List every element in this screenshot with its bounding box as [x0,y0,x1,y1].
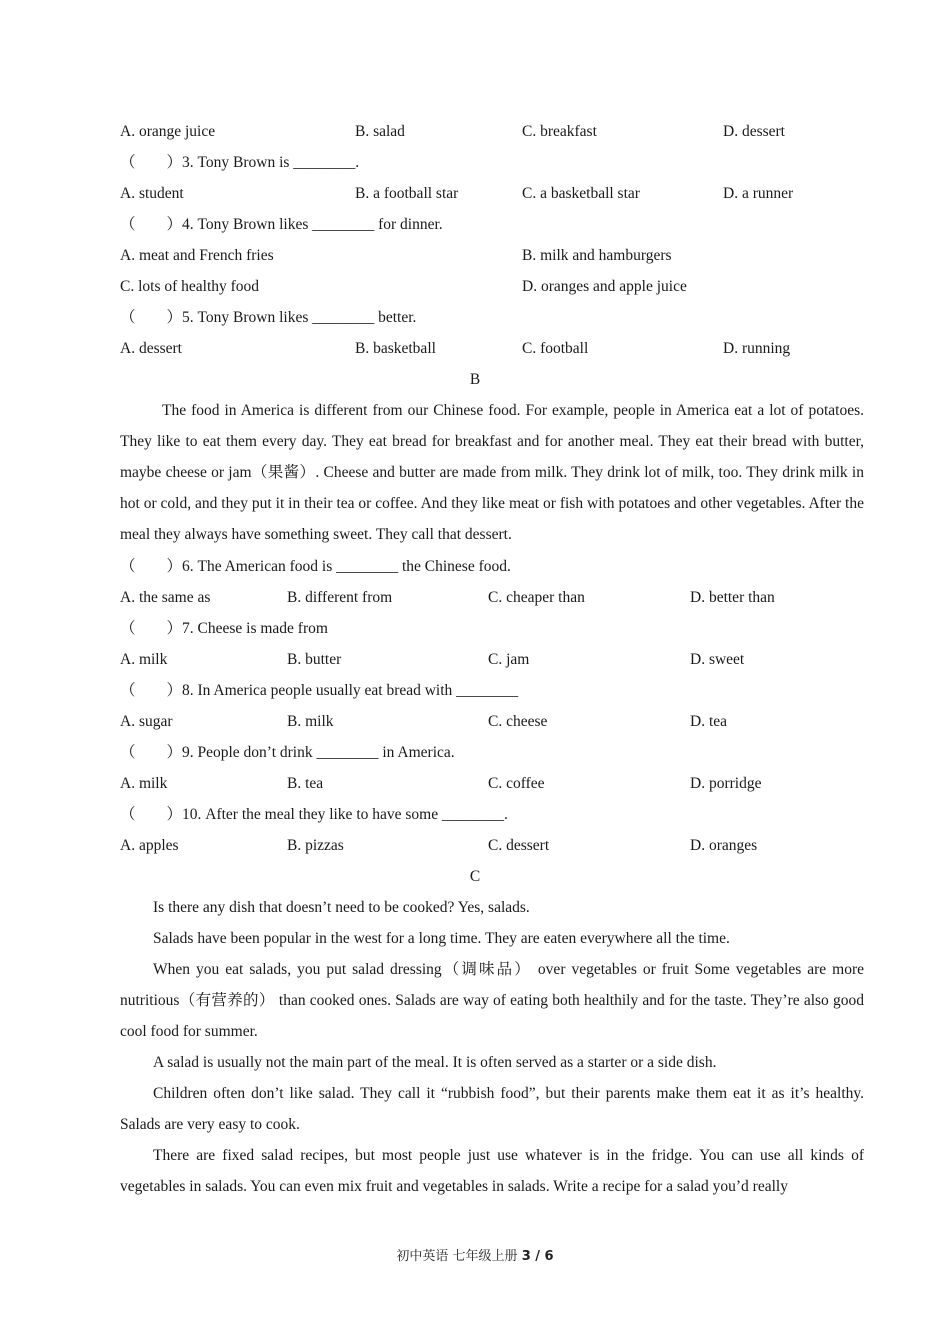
section-b-heading [0,364,950,395]
footer-label: 初中英语 七年级上册 [396,1249,522,1264]
question-3 [0,147,950,178]
q10-option-d: D. oranges [690,837,758,854]
section-c-paragraph-3: When you eat salads, you put salad dressing（调味品） over vegetables or fruit Some vegetables are more nutritious（有营养的） than cooked ones. Salads are way of eating both healthily and for the taste. They’re also good cool food for summer. [120,961,864,1040]
page-number: 3 / 6 [521,1249,554,1264]
q8-option-d: D. tea [690,713,728,730]
q9-option-d: D. porridge [690,775,762,792]
q5-option-d: D. running [723,340,791,357]
q10-options-row [0,830,950,861]
q8-option-c: C. cheese [488,713,548,730]
section-c-paragraph-6: There are fixed salad recipes, but most people just use whatever is in the fridge. You can use all kinds of vegetables in salads. You can even mix fruit and vegetables in salads. Write a recipe for a salad you’d really [120,1147,864,1195]
q5-option-a: A. dessert [120,340,182,357]
q4-option-b: B. milk and hamburgers [522,247,672,264]
q5-option-b: B. basketball [355,340,436,357]
section-b-passage: The food in America is different from our Chinese food. For example, people in America eat a lot of potatoes. They like to eat them every day. They eat bread for breakfast and for another meal. They eat their bread with butter, maybe cheese or jam（果酱）. Cheese and butter are made from milk. They drink lot of milk, too. They drink milk in hot or cold, and they put it in their tea or coffee. And they like meat or fish with potatoes and other vegetables. After the meal they always have something sweet. They call that dessert. [120,402,864,543]
q9-option-b: B. tea [287,775,324,792]
q3-option-a: A. student [120,185,184,202]
section-c-heading [0,861,950,892]
q2-option-a: A. orange juice [120,123,216,140]
question-9-stem: （ ）9. People don’t drink ________ in America. [120,744,455,761]
q4-options-row-1 [0,240,950,271]
q8-option-b: B. milk [287,713,334,730]
section-b-label: B [469,371,481,388]
q6-option-a: A. the same as [120,589,211,606]
question-5 [0,302,950,333]
q7-option-d: D. sweet [690,651,745,668]
q8-options-row [0,706,950,737]
q6-option-b: B. different from [287,589,393,606]
q9-option-a: A. milk [120,775,168,792]
q3-option-d: D. a runner [723,185,794,202]
q2-option-c: C. breakfast [522,123,597,140]
question-9 [0,737,950,768]
q9-options-row [0,768,950,799]
question-10-stem: （ ）10. After the meal they like to have some ________. [120,806,508,823]
q6-option-c: C. cheaper than [488,589,585,606]
section-c-paragraph-2: Salads have been popular in the west for a long time. They are eaten everywhere all the time. [153,930,730,947]
section-c-paragraph-1: Is there any dish that doesn’t need to be cooked? Yes, salads. [153,899,530,916]
q6-options-row [0,582,950,613]
q10-option-b: B. pizzas [287,837,344,854]
q4-option-a: A. meat and French fries [120,247,274,264]
question-6-stem: （ ）6. The American food is ________ the Chinese food. [120,558,511,575]
q2-option-d: D. dessert [723,123,785,140]
q2-option-b: B. salad [355,123,405,140]
question-4-stem: （ ）4. Tony Brown likes ________ for dinner. [120,216,443,233]
section-c-paragraph-4: A salad is usually not the main part of the meal. It is often served as a starter or a side dish. [153,1054,717,1071]
q10-option-c: C. dessert [488,837,550,854]
q8-option-a: A. sugar [120,713,173,730]
q5-option-c: C. football [522,340,589,357]
question-6 [0,551,950,582]
q7-option-b: B. butter [287,651,342,668]
q4-options-row-2 [0,271,950,302]
question-8 [0,675,950,706]
q4-option-d: D. oranges and apple juice [522,278,687,295]
q2-options-row [0,116,950,147]
q6-option-d: D. better than [690,589,775,606]
q9-option-c: C. coffee [488,775,545,792]
q3-option-c: C. a basketball star [522,185,640,202]
question-4 [0,209,950,240]
question-7 [0,613,950,644]
section-c-label: C [469,868,481,885]
q4-option-c: C. lots of healthy food [120,278,260,295]
q7-options-row [0,644,950,675]
question-7-stem: （ ）7. Cheese is made from [120,620,328,637]
question-10 [0,799,950,830]
q3-options-row [0,178,950,209]
section-c-paragraph-5: Children often don’t like salad. They call it “rubbish food”, but their parents make them eat it as it’s healthy. Salads are very easy to cook. [120,1085,864,1133]
question-8-stem: （ ）8. In America people usually eat bread with ________ [120,682,519,699]
q5-options-row [0,333,950,364]
q7-option-a: A. milk [120,651,168,668]
page-footer [0,1245,950,1264]
q3-option-b: B. a football star [355,185,459,202]
question-3-stem: （ ）3. Tony Brown is ________. [120,154,360,171]
q10-option-a: A. apples [120,837,179,854]
question-5-stem: （ ）5. Tony Brown likes ________ better. [120,309,417,326]
q7-option-c: C. jam [488,651,530,668]
